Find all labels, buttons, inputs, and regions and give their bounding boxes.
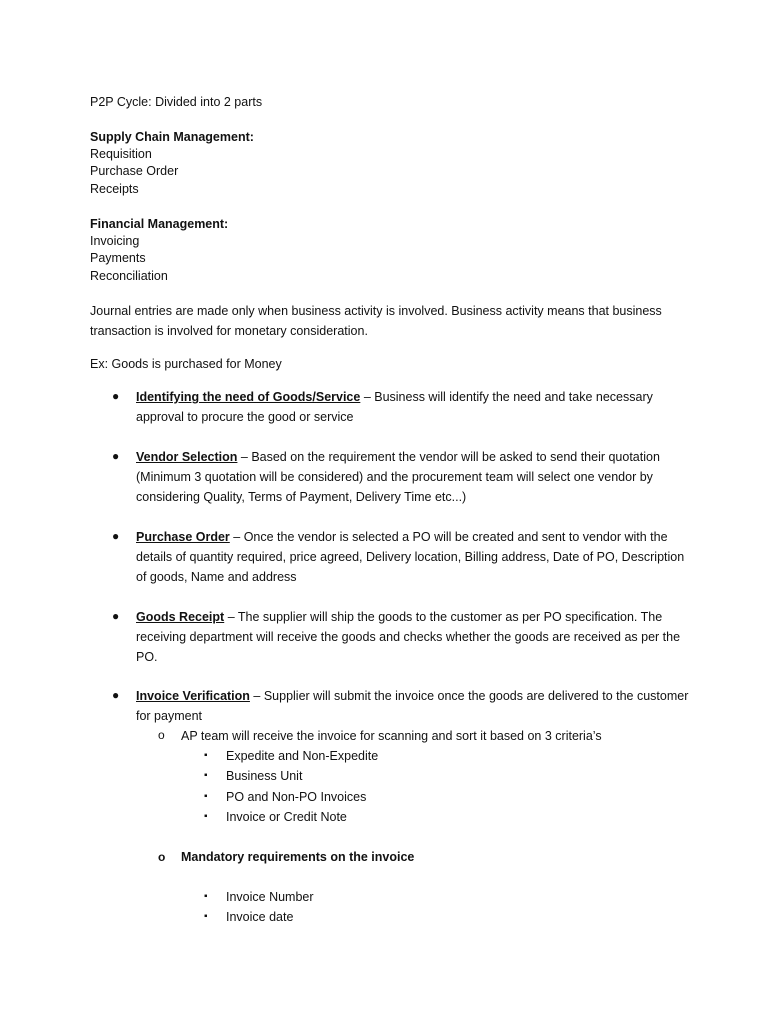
circle-bullet-icon: o [158, 850, 166, 864]
square-bullet-icon: ▪ [204, 811, 208, 822]
scm-item: Purchase Order [90, 164, 179, 178]
step-text: – Based on the requirement the vendor will be asked to send their quotation (Minimum 3 quotation will be considered) and the procurement team will select one vendor by considering Quality, Terms of Payment, Delivery Time etc...) [136, 450, 660, 504]
criteria-item: PO and Non-PO Invoices [226, 790, 367, 804]
criteria-item: Expedite and Non-Expedite [226, 749, 379, 763]
bullet-icon: ● [112, 688, 120, 702]
step-title: Identifying the need of Goods/Service [136, 390, 361, 404]
step-goods-receipt [136, 607, 696, 667]
step-identify-need [136, 387, 696, 427]
step-text: – Business will identify the need and take necessary approval to procure the good or service [136, 390, 653, 424]
example-line: Ex: Goods is purchased for Money [90, 357, 282, 371]
step-title: Invoice Verification [136, 689, 250, 703]
fm-item: Invoicing [90, 234, 140, 248]
journal-line-1: Journal entries are made only when business activity is involved. Business activity means that business [90, 304, 662, 318]
square-bullet-icon: ▪ [204, 750, 208, 761]
fm-item: Payments [90, 251, 146, 265]
square-bullet-icon: ▪ [204, 770, 208, 781]
square-bullet-icon: ▪ [204, 891, 208, 902]
intro-line: P2P Cycle: Divided into 2 parts [90, 95, 263, 109]
step-purchase-order [136, 527, 696, 587]
fm-item: Reconciliation [90, 269, 168, 283]
criteria-item: Business Unit [226, 769, 303, 783]
step-text: – The supplier will ship the goods to the customer as per PO specification. The receiving department will receive the goods and checks whether the goods are received as per the PO. [136, 610, 681, 664]
step-text: – Once the vendor is selected a PO will be created and sent to vendor with the details of quantity required, price agreed, Delivery location, Billing address, Date of PO, Description of goods, Name and address [136, 530, 685, 584]
bullet-icon: ● [112, 609, 120, 623]
bullet-icon: ● [112, 389, 120, 403]
step-text: – Supplier will submit the invoice once the goods are delivered to the customer for payment [136, 689, 689, 723]
circle-bullet-icon: o [158, 728, 165, 742]
criteria-item: Invoice or Credit Note [226, 810, 347, 824]
step-title: Goods Receipt [136, 610, 225, 624]
journal-line-2: transaction is involved for monetary consideration. [90, 324, 368, 338]
bullet-icon: ● [112, 449, 120, 463]
scm-item: Receipts [90, 182, 139, 196]
step-vendor-selection [136, 447, 696, 507]
square-bullet-icon: ▪ [204, 791, 208, 802]
mandatory-item: Invoice date [226, 910, 294, 924]
ap-team-text: AP team will receive the invoice for scanning and sort it based on 3 criteria’s [181, 729, 602, 743]
scm-item: Requisition [90, 147, 152, 161]
fm-heading: Financial Management: [90, 217, 229, 231]
mandatory-item: Invoice Number [226, 890, 314, 904]
mandatory-heading: Mandatory requirements on the invoice [181, 850, 415, 864]
step-title: Purchase Order [136, 530, 230, 544]
step-title: Vendor Selection [136, 450, 238, 464]
square-bullet-icon: ▪ [204, 911, 208, 922]
bullet-icon: ● [112, 529, 120, 543]
step-invoice-verification [136, 686, 696, 726]
scm-heading: Supply Chain Management: [90, 130, 254, 144]
